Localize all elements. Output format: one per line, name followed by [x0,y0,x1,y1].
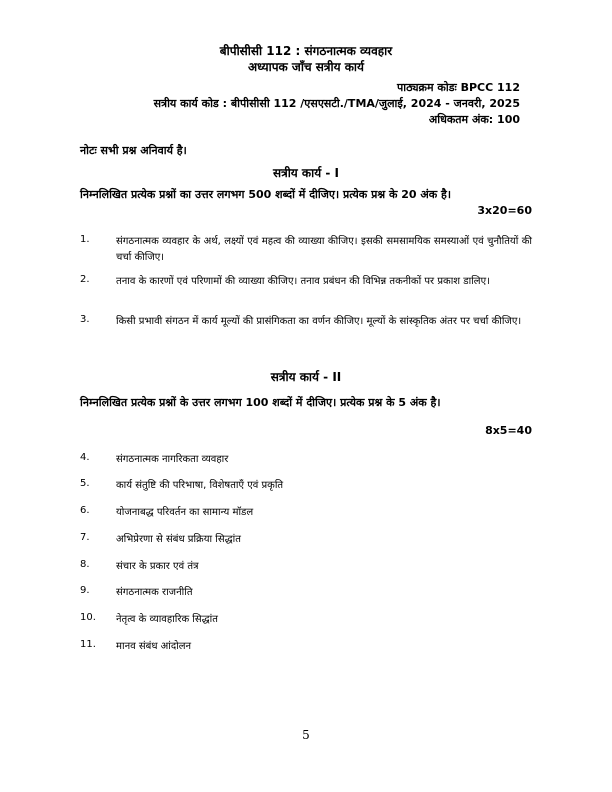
question-number: 5. [80,478,90,489]
question-text: संचार के प्रकार एवं तंत्र [116,561,199,572]
question-number: 3. [80,314,90,325]
question-number: 4. [80,452,90,463]
assignment-code: सत्रीय कार्य कोड : बीपीसीसी 112 /एसएसटी./TMA/जुलाई, 2024 - जनवरी, 2025 [153,97,520,110]
question-number: 11. [80,639,96,650]
question-text: योजनाबद्ध परिवर्तन का सामान्य मॉडल [116,507,254,518]
section-2-marks: 8x5=40 [485,424,532,437]
question-text: अभिप्रेरणा से संबंध प्रक्रिया सिद्धांत [116,534,241,545]
question-number: 10. [80,612,96,623]
note: नोटः सभी प्रश्न अनिवार्य है। [80,144,187,157]
section-2-title: सत्रीय कार्य - II [270,370,342,384]
question-number: 2. [80,274,90,285]
question-text: नेतृत्व के व्यावहारिक सिद्धांत [116,614,218,625]
assignment-subtitle: अध्यापक जाँच सत्रीय कार्य [247,60,365,74]
question-text: मानव संबंध आंदोलन [116,641,192,652]
question-text: तनाव के कारणों एवं परिणामों की व्याख्या कीजिए। तनाव प्रबंधन की विभिन्न तकनीकों पर प्रकाश डालिए। [116,276,490,287]
question-number: 7. [80,532,90,543]
question-number: 8. [80,559,90,570]
question-number: 1. [80,234,90,245]
course-code: पाठ्यक्रम कोडः BPCC 112 [397,81,520,94]
course-title: बीपीसीसी 112 : संगठनात्मक व्यवहार [219,44,393,58]
question-text: कार्य संतुष्टि की परिभाषा, विशेषताएँ एवं प्रकृति [116,480,284,491]
question-number: 9. [80,585,90,596]
question-text: संगठनात्मक व्यवहार के अर्थ, लक्ष्यों एवं महत्व की व्याख्या कीजिए। इसकी समसामयिक समस्याओं एवं चुनौतियों की चर्चा कीजिए। [116,236,532,263]
section-1-title: सत्रीय कार्य - I [272,166,340,180]
section-1-instruction: निम्नलिखित प्रत्येक प्रश्नों का उत्तर लगभग 500 शब्दों में दीजिए। प्रत्येक प्रश्न के 20 अंक है। [80,188,452,201]
max-marks: अधिकतम अंक: 100 [428,113,520,126]
question-number: 6. [80,505,90,516]
page-number: 5 [302,728,310,742]
question-text: संगठनात्मक राजनीति [116,587,193,598]
question-text: संगठनात्मक नागरिकता व्यवहार [116,454,229,465]
section-2-instruction: निम्नलिखित प्रत्येक प्रश्नों के उत्तर लगभग 100 शब्दों में दीजिए। प्रत्येक प्रश्न के 5 अंक है। [80,396,441,409]
section-1-marks: 3x20=60 [477,204,532,217]
question-text: किसी प्रभावी संगठन में कार्य मूल्यों की प्रासंगिकता का वर्णन कीजिए। मूल्यों के सांस्कृतिक अंतर पर चर्चा कीजिए। [116,316,522,327]
